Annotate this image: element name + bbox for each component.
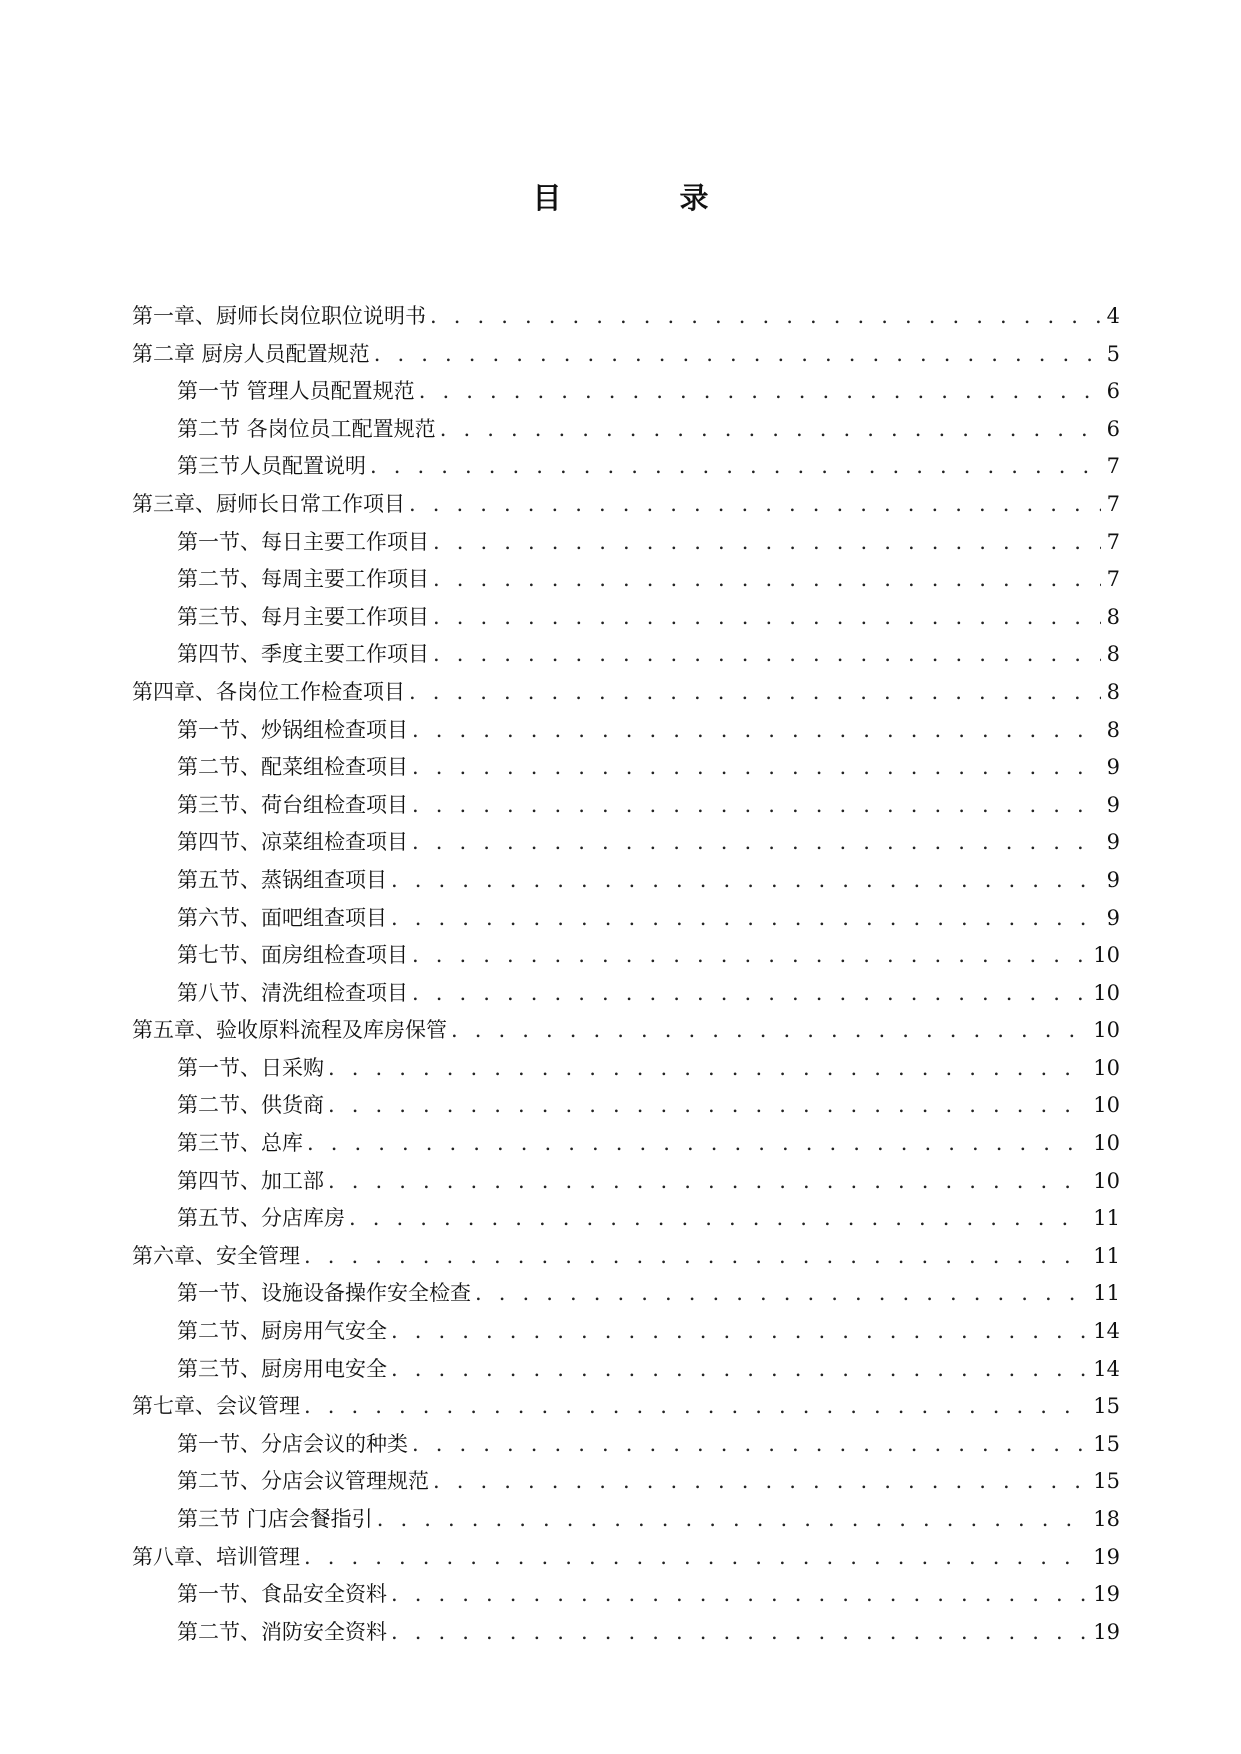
toc-page-number: 4 [1106,304,1120,328]
toc-entry-title: 第七章、会议管理 [132,1394,300,1419]
toc-dot-leader [304,1539,1087,1577]
toc-section-entry[interactable] [132,937,1120,975]
toc-entry-title: 第四节、加工部 [177,1168,324,1193]
toc-dot-leader [433,524,1101,562]
toc-section-entry[interactable] [132,1426,1120,1464]
toc-chapter-entry[interactable] [132,1388,1120,1426]
toc-page-number: 8 [1106,604,1120,629]
toc-page-number: 6 [1106,416,1120,441]
toc-page-number: 11 [1093,1243,1120,1268]
toc-section-entry[interactable] [132,1050,1120,1088]
toc-page-number: 9 [1106,905,1120,930]
toc-dot-leader [409,674,1101,712]
toc-section-entry[interactable] [132,1576,1120,1614]
toc-entry-title: 第二节、厨房用气安全 [177,1319,387,1344]
toc-entry-title: 第二节、配菜组检查项目 [177,755,408,780]
toc-page-number: 5 [1106,341,1120,366]
toc-entry-title: 第三节、总库 [177,1131,303,1156]
toc-page-number: 18 [1093,1507,1120,1531]
toc-dot-leader [391,1313,1087,1351]
toc-entry-title: 第三节、每月主要工作项目 [177,604,429,629]
toc-section-entry[interactable] [132,1351,1120,1389]
toc-chapter-entry[interactable] [132,1238,1120,1276]
toc-page-number: 9 [1106,830,1120,855]
toc-page-number: 10 [1093,1168,1120,1193]
toc-dot-leader [412,1426,1087,1464]
toc-dot-leader [433,636,1101,674]
toc-entry-title: 第二节、每周主要工作项目 [177,567,429,592]
toc-page-number: 8 [1106,717,1120,742]
toc-section-entry[interactable] [132,975,1120,1013]
toc-chapter-entry[interactable] [132,1012,1120,1050]
toc-dot-leader [412,787,1101,825]
toc-entry-title: 第二章 厨房人员配置规范 [132,341,370,366]
toc-entry-title: 第三节人员配置说明 [177,454,366,479]
toc-dot-leader [374,336,1101,374]
toc-entry-title: 第三节 门店会餐指引 [177,1507,373,1531]
toc-dot-leader [391,1351,1087,1389]
toc-section-entry[interactable] [132,1313,1120,1351]
toc-page-number: 15 [1093,1469,1120,1494]
toc-page-number: 15 [1093,1394,1120,1419]
toc-dot-leader [328,1163,1087,1201]
toc-entry-title: 第五章、验收原料流程及库房保管 [132,1018,447,1043]
toc-page-number: 19 [1093,1619,1120,1644]
toc-chapter-entry[interactable] [132,486,1120,524]
toc-page-number: 19 [1093,1582,1120,1607]
toc-dot-leader [433,1463,1087,1501]
toc-dot-leader [475,1275,1087,1313]
toc-dot-leader [433,599,1101,637]
toc-page-number: 15 [1093,1431,1120,1456]
toc-section-entry[interactable] [132,749,1120,787]
toc-entry-title: 第六章、安全管理 [132,1243,300,1268]
toc-page-number: 11 [1093,1206,1120,1231]
toc-entry-title: 第一节、日采购 [177,1055,324,1080]
toc-dot-leader [430,298,1101,336]
toc-dot-leader [391,900,1101,938]
toc-page-number: 9 [1106,792,1120,817]
toc-title: 目 录 [532,181,763,215]
toc-chapter-entry[interactable] [132,1539,1120,1577]
toc-section-entry[interactable] [132,1614,1120,1652]
toc-dot-leader [391,1614,1087,1652]
toc-section-entry[interactable] [132,1275,1120,1313]
toc-entry-title: 第四节、凉菜组检查项目 [177,830,408,855]
toc-entry-title: 第八章、培训管理 [132,1544,300,1569]
toc-entry-title: 第二节 各岗位员工配置规范 [177,416,436,441]
toc-section-entry[interactable] [132,1087,1120,1125]
toc-section-entry[interactable] [132,373,1120,411]
toc-section-entry[interactable] [132,1501,1120,1539]
toc-dot-leader [391,862,1101,900]
toc-dot-leader [412,749,1101,787]
toc-page-number: 8 [1106,642,1120,667]
toc-section-entry[interactable] [132,1163,1120,1201]
toc-page-number: 7 [1106,567,1120,592]
toc-entry-title: 第二节、分店会议管理规范 [177,1469,429,1494]
toc-dot-leader [433,561,1101,599]
toc-dot-leader [451,1012,1087,1050]
toc-entry-title: 第三节、荷台组检查项目 [177,792,408,817]
toc-section-entry[interactable] [132,599,1120,637]
toc-entry-title: 第五节、蒸锅组查项目 [177,867,387,892]
toc-section-entry[interactable] [132,411,1120,449]
toc-page-number: 19 [1093,1544,1120,1569]
toc-entry-title: 第四节、季度主要工作项目 [177,642,429,667]
toc-page-number: 14 [1093,1319,1120,1344]
toc-section-entry[interactable] [132,524,1120,562]
toc-entry-title: 第一节、食品安全资料 [177,1582,387,1607]
toc-page-number: 10 [1093,980,1120,1005]
toc-dot-leader [307,1125,1087,1163]
toc-dot-leader [304,1238,1087,1276]
toc-section-entry[interactable] [132,636,1120,674]
toc-dot-leader [328,1087,1087,1125]
toc-section-entry[interactable] [132,1463,1120,1501]
toc-section-entry[interactable] [132,862,1120,900]
toc-page-number: 9 [1106,867,1120,892]
toc-section-entry[interactable] [132,1125,1120,1163]
toc-entry-title: 第三章、厨师长日常工作项目 [132,491,405,516]
toc-section-entry[interactable] [132,561,1120,599]
toc-section-entry[interactable] [132,900,1120,938]
toc-entry-title: 第五节、分店库房 [177,1206,345,1231]
toc-entry-title: 第七节、面房组检查项目 [177,943,408,968]
toc-chapter-entry[interactable] [132,298,1120,336]
toc-section-entry[interactable] [132,1200,1120,1238]
toc-page-number: 7 [1106,491,1120,516]
toc-page-number: 10 [1093,1055,1120,1080]
toc-dot-leader [412,975,1087,1013]
toc-page-number: 7 [1106,454,1120,479]
toc-entry-title: 第二节、供货商 [177,1093,324,1118]
toc-dot-leader [377,1501,1088,1539]
toc-entry-title: 第一节、设施设备操作安全检查 [177,1281,471,1306]
toc-page-number: 6 [1106,379,1120,404]
toc-page-number: 9 [1106,755,1120,780]
toc-dot-leader [412,824,1101,862]
toc-section-entry[interactable] [132,712,1120,750]
table-of-contents [132,298,1120,1651]
toc-page-number: 10 [1093,1093,1120,1118]
toc-dot-leader [370,448,1101,486]
toc-section-entry[interactable] [132,448,1120,486]
toc-page-number: 8 [1106,679,1120,704]
toc-chapter-entry[interactable] [132,336,1120,374]
toc-entry-title: 第三节、厨房用电安全 [177,1356,387,1381]
toc-entry-title: 第八节、清洗组检查项目 [177,980,408,1005]
toc-dot-leader [412,712,1101,750]
toc-page-number: 11 [1093,1281,1120,1306]
toc-entry-title: 第一节 管理人员配置规范 [177,379,415,404]
toc-dot-leader [304,1388,1087,1426]
toc-dot-leader [328,1050,1087,1088]
toc-dot-leader [349,1200,1087,1238]
toc-entry-title: 第二节、消防安全资料 [177,1619,387,1644]
toc-entry-title: 第一节、分店会议的种类 [177,1431,408,1456]
toc-page-number: 10 [1093,1018,1120,1043]
toc-dot-leader [419,373,1101,411]
toc-page-number: 7 [1106,529,1120,554]
toc-entry-title: 第一章、厨师长岗位职位说明书 [132,304,426,328]
toc-entry-title: 第一节、炒锅组检查项目 [177,717,408,742]
toc-entry-title: 第四章、各岗位工作检查项目 [132,679,405,704]
toc-dot-leader [391,1576,1087,1614]
toc-page-number: 10 [1093,943,1120,968]
toc-entry-title: 第六节、面吧组查项目 [177,905,387,930]
toc-dot-leader [409,486,1101,524]
toc-entry-title: 第一节、每日主要工作项目 [177,529,429,554]
toc-page-number: 14 [1093,1356,1120,1381]
toc-dot-leader [412,937,1087,975]
toc-page-number: 10 [1093,1131,1120,1156]
toc-dot-leader [440,411,1101,449]
toc-chapter-entry[interactable] [132,674,1120,712]
toc-section-entry[interactable] [132,787,1120,825]
toc-section-entry[interactable] [132,824,1120,862]
